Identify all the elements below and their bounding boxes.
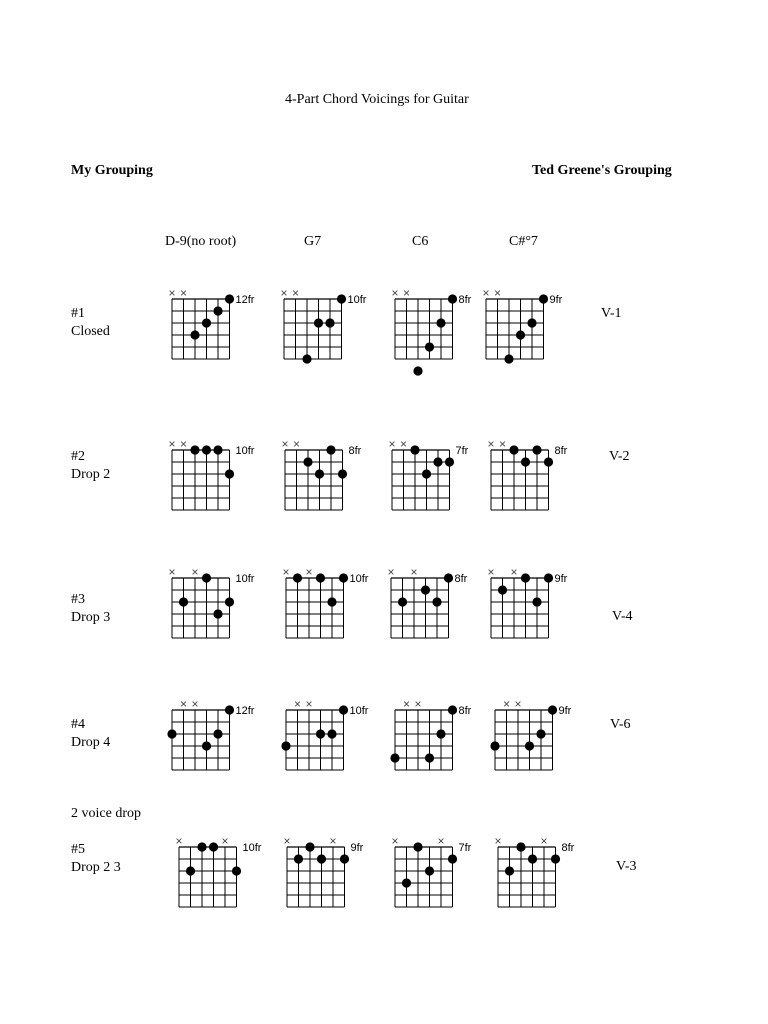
finger-dot (390, 753, 399, 762)
muted-string-x: × (293, 697, 302, 711)
finger-dot (444, 573, 453, 582)
tg-label-v3: V-3 (616, 859, 637, 874)
chord-diagram (281, 697, 368, 770)
finger-dot (551, 854, 560, 863)
muted-string-x: × (391, 286, 399, 300)
finger-dot (293, 573, 302, 582)
finger-dot (421, 585, 430, 594)
finger-dot (327, 597, 336, 606)
chord-diagram (390, 697, 471, 770)
chord-header-csharp-dim7: C#°7 (509, 234, 538, 249)
finger-dot (327, 729, 336, 738)
finger-dot (490, 741, 499, 750)
finger-dot (326, 445, 335, 454)
finger-dot (213, 445, 222, 454)
muted-string-x: × (175, 834, 183, 848)
finger-dot (539, 294, 548, 303)
finger-dot (339, 573, 348, 582)
fret-position-label: 8fr (554, 445, 568, 457)
row-name: Drop 2 3 (71, 860, 121, 875)
finger-dot (213, 306, 222, 315)
finger-dot (316, 729, 325, 738)
muted-string-x: × (305, 565, 313, 579)
finger-dot (197, 842, 206, 851)
chord-diagram (168, 286, 254, 359)
finger-dot (225, 469, 234, 478)
muted-string-x: × (399, 437, 408, 451)
finger-dot (190, 330, 199, 339)
row-number: #3 (71, 592, 85, 607)
finger-dot (422, 469, 431, 478)
muted-string-x: × (281, 437, 289, 451)
muted-string-x: × (388, 437, 396, 451)
muted-string-x: × (540, 834, 548, 848)
fret-position-label: 10fr (349, 705, 369, 717)
finger-dot (521, 457, 530, 466)
finger-dot (548, 705, 557, 714)
finger-dot (325, 318, 334, 327)
muted-string-x: × (168, 565, 176, 579)
finger-dot (338, 469, 347, 478)
row-name: Drop 3 (71, 610, 111, 625)
row-number: #5 (71, 842, 85, 857)
muted-string-x: × (494, 834, 502, 848)
finger-dot (445, 457, 454, 466)
finger-dot (209, 842, 218, 851)
muted-string-x: × (329, 834, 337, 848)
muted-string-x: × (391, 834, 399, 848)
chord-diagram (283, 834, 363, 907)
muted-string-x: × (437, 834, 445, 848)
chord-diagram (281, 437, 361, 510)
finger-dot (281, 741, 290, 750)
muted-string-x: × (168, 286, 176, 300)
muted-string-x: × (292, 437, 301, 451)
tg-label-v6: V-6 (610, 717, 631, 732)
fret-position-label: 9fr (554, 573, 568, 585)
finger-dot (448, 854, 457, 863)
muted-string-x: × (179, 437, 188, 451)
muted-string-x: × (191, 565, 199, 579)
fret-position-label: 7fr (455, 445, 469, 457)
row-number: #4 (71, 717, 85, 732)
finger-dot (536, 729, 545, 738)
muted-string-x: × (168, 437, 176, 451)
fret-position-label: 9fr (350, 842, 364, 854)
finger-dot (190, 445, 199, 454)
finger-dot (225, 705, 234, 714)
muted-string-x: × (410, 565, 418, 579)
finger-dot (436, 318, 445, 327)
finger-dot (305, 842, 314, 851)
finger-dot (516, 330, 525, 339)
chord-diagram (494, 834, 574, 907)
row-name: Closed (71, 324, 110, 339)
chord-diagram (487, 437, 567, 510)
finger-dot (413, 842, 422, 851)
finger-dot (302, 354, 311, 363)
fret-position-label: 8fr (458, 294, 472, 306)
page-title: 4-Part Chord Voicings for Guitar (285, 92, 469, 107)
muted-string-x: × (179, 697, 188, 711)
muted-string-x: × (414, 697, 422, 711)
tg-label-v1: V-1 (601, 306, 622, 321)
muted-string-x: × (402, 286, 411, 300)
finger-dot (525, 741, 534, 750)
finger-dot (402, 878, 411, 887)
muted-string-x: × (502, 697, 511, 711)
fret-position-label: 8fr (458, 705, 472, 717)
finger-dot (544, 457, 553, 466)
finger-dot (315, 469, 324, 478)
fret-position-label: 7fr (458, 842, 472, 854)
fret-position-label: 9fr (558, 705, 572, 717)
chord-diagram (387, 565, 467, 638)
row-number: #1 (71, 306, 85, 321)
chord-diagram (168, 437, 254, 510)
finger-dot (317, 854, 326, 863)
finger-dot (303, 457, 312, 466)
finger-dot (202, 573, 211, 582)
finger-dot (527, 318, 536, 327)
finger-dot (528, 854, 537, 863)
fret-position-label: 12fr (235, 294, 255, 306)
fret-position-label: 8fr (561, 842, 575, 854)
two-voice-drop-label: 2 voice drop (71, 806, 141, 821)
finger-dot (516, 842, 525, 851)
fret-position-label: 9fr (549, 294, 563, 306)
finger-dot (179, 597, 188, 606)
chord-diagram (487, 565, 567, 638)
muted-string-x: × (514, 697, 522, 711)
fret-position-label: 10fr (235, 445, 255, 457)
finger-dot (521, 573, 530, 582)
fret-position-label: 10fr (242, 842, 262, 854)
row-name: Drop 4 (71, 735, 111, 750)
finger-dot (498, 585, 507, 594)
finger-dot (213, 609, 222, 618)
finger-dot (532, 597, 541, 606)
finger-dot (425, 753, 434, 762)
chord-diagram (167, 697, 254, 770)
fret-position-label: 8fr (454, 573, 468, 585)
finger-dot (504, 354, 513, 363)
finger-dot (316, 573, 325, 582)
finger-dot (294, 854, 303, 863)
finger-dot (340, 854, 349, 863)
fret-position-label: 10fr (347, 294, 367, 306)
muted-string-x: × (191, 697, 199, 711)
finger-dot (167, 729, 176, 738)
chord-header-d9: D-9(no root) (165, 234, 237, 249)
finger-dot (186, 866, 195, 875)
chord-header-c6: C6 (412, 234, 429, 249)
chord-header-g7: G7 (304, 234, 322, 249)
finger-dot (532, 445, 541, 454)
finger-dot (433, 457, 442, 466)
muted-string-x: × (283, 834, 291, 848)
tg-label-v2: V-2 (609, 449, 630, 464)
finger-dot (337, 294, 346, 303)
finger-dot (413, 366, 422, 375)
finger-dot (436, 729, 445, 738)
chord-diagram (280, 286, 366, 364)
ted-greene-grouping-heading: Ted Greene's Grouping (532, 163, 672, 178)
finger-dot (339, 705, 348, 714)
muted-string-x: × (487, 565, 495, 579)
chord-diagram (282, 565, 368, 638)
finger-dot (202, 445, 211, 454)
finger-dot (410, 445, 419, 454)
chord-diagram (490, 697, 571, 770)
finger-dot (225, 294, 234, 303)
finger-dot (448, 294, 457, 303)
chord-diagram (388, 437, 468, 510)
muted-string-x: × (305, 697, 313, 711)
tg-label-v4: V-4 (612, 609, 633, 624)
fret-position-label: 10fr (235, 573, 255, 585)
fret-position-label: 8fr (348, 445, 362, 457)
chord-diagram (391, 834, 471, 907)
finger-dot (202, 318, 211, 327)
finger-dot (425, 866, 434, 875)
finger-dot (432, 597, 441, 606)
finger-dot (398, 597, 407, 606)
muted-string-x: × (280, 286, 288, 300)
muted-string-x: × (487, 437, 495, 451)
chord-diagram (168, 565, 254, 638)
row-name: Drop 2 (71, 467, 111, 482)
muted-string-x: × (291, 286, 300, 300)
muted-string-x: × (402, 697, 411, 711)
chord-diagram (175, 834, 261, 907)
finger-dot (544, 573, 553, 582)
finger-dot (314, 318, 323, 327)
muted-string-x: × (179, 286, 188, 300)
fret-position-label: 10fr (349, 573, 369, 585)
finger-dot (202, 741, 211, 750)
finger-dot (213, 729, 222, 738)
finger-dot (425, 342, 434, 351)
muted-string-x: × (510, 565, 518, 579)
muted-string-x: × (387, 565, 395, 579)
muted-string-x: × (282, 565, 290, 579)
finger-dot (225, 597, 234, 606)
muted-string-x: × (221, 834, 229, 848)
chord-diagram (482, 286, 562, 364)
finger-dot (232, 866, 241, 875)
row-number: #2 (71, 449, 85, 464)
chord-diagram (391, 286, 471, 376)
my-grouping-heading: My Grouping (71, 163, 153, 178)
finger-dot (509, 445, 518, 454)
finger-dot (505, 866, 514, 875)
muted-string-x: × (498, 437, 507, 451)
fret-position-label: 12fr (235, 705, 255, 717)
muted-string-x: × (493, 286, 502, 300)
finger-dot (448, 705, 457, 714)
muted-string-x: × (482, 286, 490, 300)
